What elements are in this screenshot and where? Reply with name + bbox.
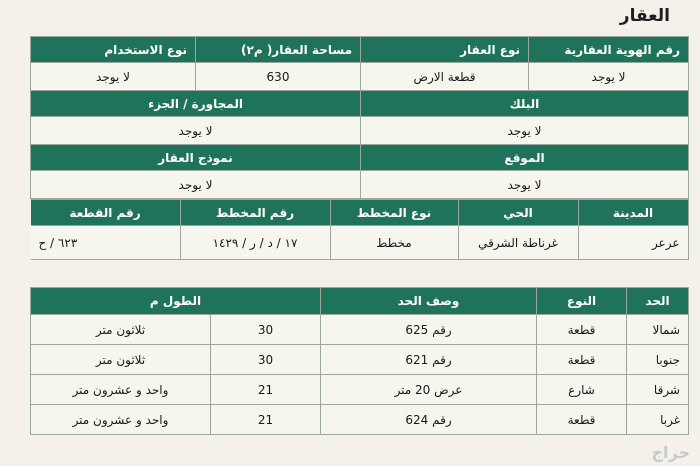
site-watermark: حراج <box>651 443 690 462</box>
plot-number-label: رقم القطعة <box>31 200 181 226</box>
property-header-row-2 <box>31 91 689 117</box>
location-label: الموقع <box>361 145 689 171</box>
plan-number-label: رقم المخطط <box>180 200 330 226</box>
type-cell: قطعة <box>537 315 627 345</box>
property-model-value: لا يوجد <box>31 171 361 199</box>
plan-type-label: نوع المخطط <box>330 200 458 226</box>
property-area-value: 630 <box>196 63 361 91</box>
plan-subtable <box>31 199 689 260</box>
property-area-label: مساحة العقار( م٢) <box>196 37 361 63</box>
type-cell: قطعة <box>537 345 627 375</box>
block-label: البلك <box>361 91 689 117</box>
property-type-label: نوع العقار <box>361 37 529 63</box>
side-cell: شمالا <box>627 315 689 345</box>
length-number-cell: 21 <box>211 375 321 405</box>
property-id-label: رقم الهوية العقارية <box>529 37 689 63</box>
property-id-value: لا يوجد <box>529 63 689 91</box>
plan-number-value: ١٧ / د / ر / ١٤٢٩ <box>180 226 330 260</box>
property-value-row-1 <box>31 63 689 91</box>
block-value: لا يوجد <box>361 117 689 145</box>
plan-type-value: مخطط <box>330 226 458 260</box>
length-number-cell: 30 <box>211 315 321 345</box>
property-value-row-3 <box>31 171 689 199</box>
length-words-cell: واحد و عشرون متر <box>31 375 211 405</box>
description-cell: رقم 621 <box>321 345 537 375</box>
description-cell: رقم 625 <box>321 315 537 345</box>
table-row <box>31 315 689 345</box>
length-number-cell: 21 <box>211 405 321 435</box>
plot-number-value: ٦٢٣ / ح <box>31 226 181 260</box>
length-words-cell: واحد و عشرون متر <box>31 405 211 435</box>
length-words-cell: ثلاثون متر <box>31 345 211 375</box>
property-header-row-1 <box>31 37 689 63</box>
boundaries-table <box>30 287 689 435</box>
plan-value-row <box>31 226 689 260</box>
usage-type-label: نوع الاستخدام <box>31 37 196 63</box>
usage-type-value: لا يوجد <box>31 63 196 91</box>
side-cell: غربا <box>627 405 689 435</box>
length-header: الطول م <box>31 288 321 315</box>
plan-header-row <box>31 200 689 226</box>
side-header: الحد <box>627 288 689 315</box>
description-cell: عرض 20 متر <box>321 375 537 405</box>
property-value-row-2 <box>31 117 689 145</box>
length-number-cell: 30 <box>211 345 321 375</box>
property-header-row-3 <box>31 145 689 171</box>
table-row <box>31 405 689 435</box>
property-type-value: قطعة الارض <box>361 63 529 91</box>
boundaries-header-row <box>31 288 689 315</box>
table-row <box>31 375 689 405</box>
side-cell: جنوبا <box>627 345 689 375</box>
district-label: الحي <box>458 200 578 226</box>
location-value: لا يوجد <box>361 171 689 199</box>
neighborhood-part-label: المجاورة / الجزء <box>31 91 361 117</box>
description-header: وصف الحد <box>321 288 537 315</box>
neighborhood-part-value: لا يوجد <box>31 117 361 145</box>
section-title: العقار <box>619 6 670 26</box>
description-cell: رقم 624 <box>321 405 537 435</box>
type-cell: قطعة <box>537 405 627 435</box>
table-row <box>31 345 689 375</box>
property-model-label: نموذج العقار <box>31 145 361 171</box>
property-row-4-wrapper <box>31 199 689 261</box>
type-header: النوع <box>537 288 627 315</box>
city-value: عرعر <box>578 226 688 260</box>
side-cell: شرقا <box>627 375 689 405</box>
type-cell: شارع <box>537 375 627 405</box>
district-value: غرناطة الشرقي <box>458 226 578 260</box>
property-table <box>30 36 689 260</box>
length-words-cell: ثلاثون متر <box>31 315 211 345</box>
city-label: المدينة <box>578 200 688 226</box>
